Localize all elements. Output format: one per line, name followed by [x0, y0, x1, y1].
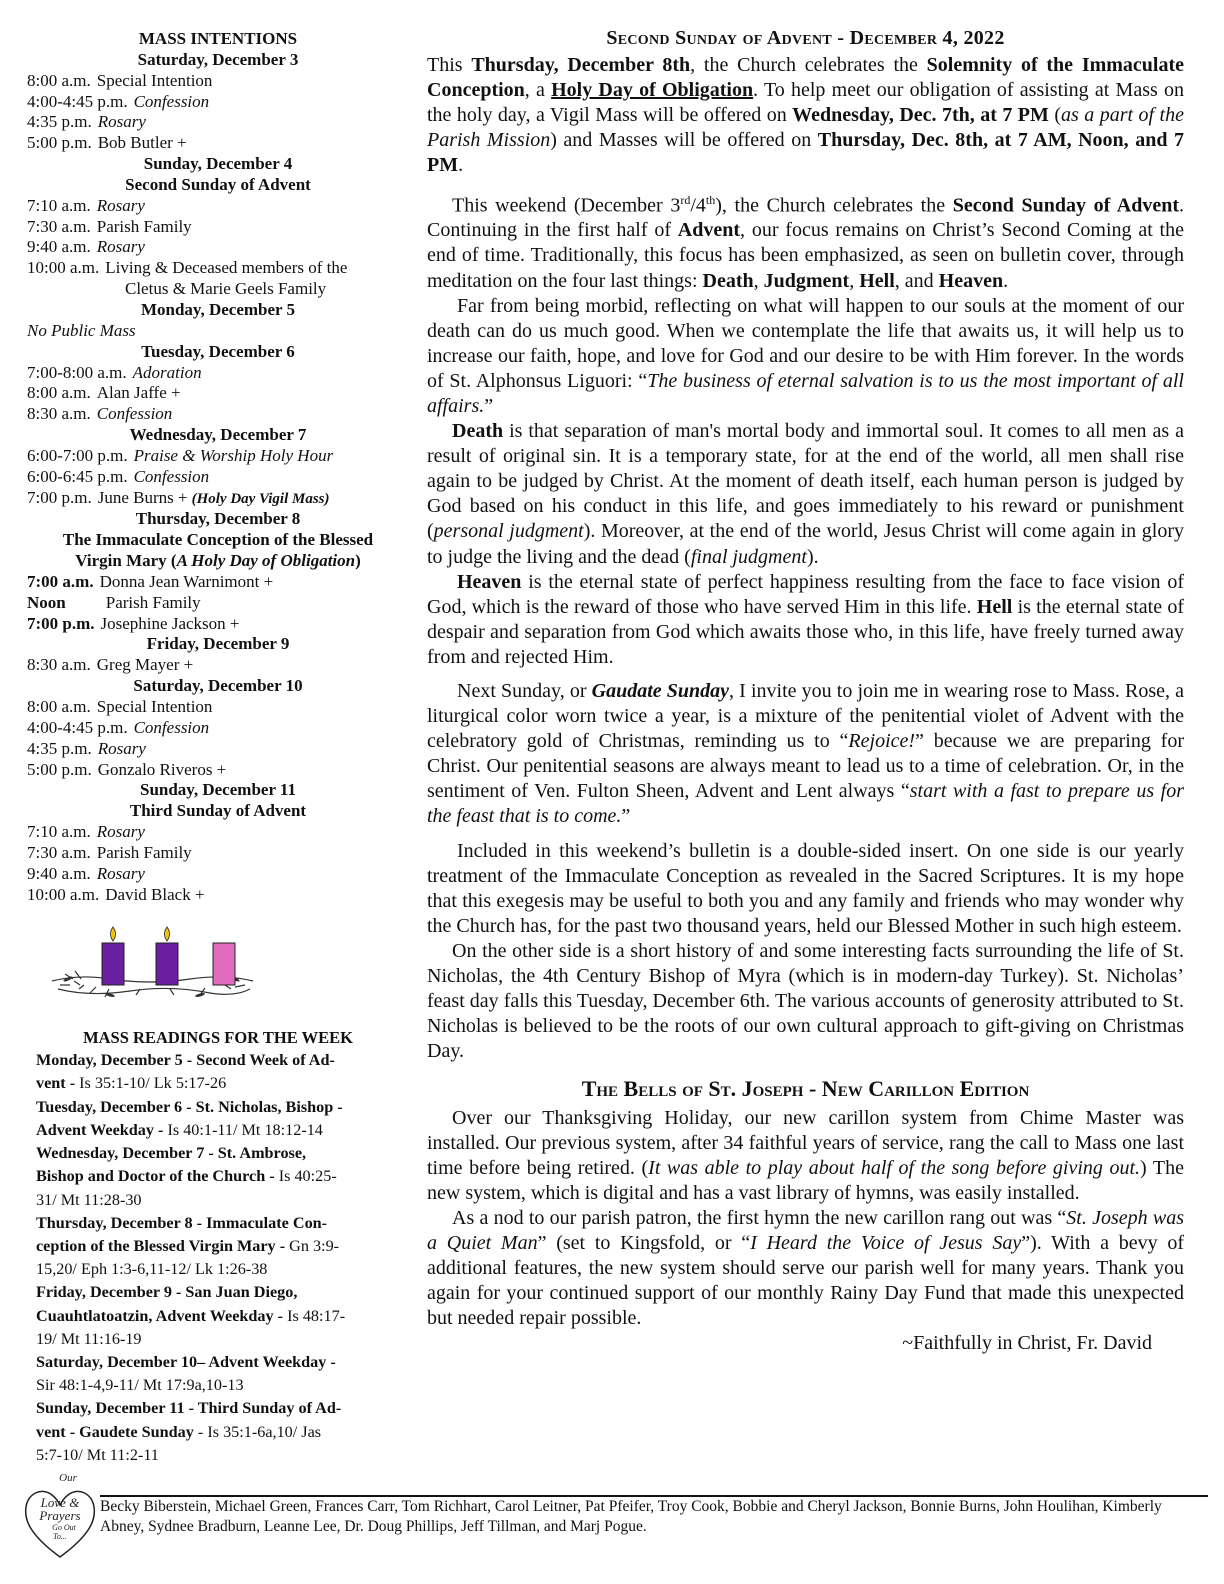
mass-intentions-column	[27, 29, 409, 1467]
pastor-letter-column	[427, 26, 1184, 1356]
intention-time: 5:00 p.m.	[27, 133, 92, 153]
reading-entry: Saturday, December 10– Advent Weekday - Sir 48:1-4,9-11/ Mt 17:9a,10-13	[36, 1352, 336, 1395]
day-heading: Thursday, December 8	[135, 509, 301, 529]
intention-row	[27, 864, 409, 885]
intention-row	[27, 71, 409, 92]
intention-text: Parish Family	[96, 216, 192, 236]
intention-time: 7:00 a.m.	[27, 571, 94, 591]
paragraph-st-nicholas: On the other side is a short history of and some interesting facts surrounding the life of St. Nicholas, the 4th Century Bishop of Myra (which is in modern-day Turkey). St. Nicholas’ feast day falls this Tuesday, December 6th. The various accounts of generosity attributed to St. Nicholas is believed to be the roots of our own cultural approach to gift-giving on Christmas Day.	[427, 939, 1184, 1063]
day-heading: Saturday, December 3	[137, 49, 299, 69]
candle-purple-2	[156, 927, 178, 985]
candle-purple-1	[102, 927, 124, 985]
paragraph-far-from-morbid: Far from being morbid, reflecting on what will happen to our souls at the moment of our death can do us much good. When we contemplate the life that awaits us, it will help us to increase our faith, hope, and love for God and our desire to be with Him forever. In the words of St. Alphonsus Liguori: “The business of eternal salvation is to us the most important of all affairs.”	[427, 294, 1184, 417]
feast-heading-line2: Virgin Mary (A Holy Day of Obligation)	[75, 551, 361, 571]
intention-text: Adoration	[132, 362, 202, 382]
reading-entry: Sunday, December 11 - Third Sunday of Ad- vent - Gaudete Sunday - Is 35:1-6a,10/ Jas 5:7-10/ Mt 11:2-11	[36, 1399, 342, 1464]
intention-time: 4:35 p.m.	[27, 112, 92, 132]
intention-row	[27, 321, 409, 342]
intention-row	[27, 488, 409, 510]
intention-time: 8:00 a.m.	[27, 383, 91, 403]
intention-time: 6:00-7:00 p.m.	[27, 445, 128, 465]
reading-entry: Thursday, December 8 - Immaculate Con- ception of the Blessed Virgin Mary - Gn 3:9- 15,20/ Eph 1:3-6,11-12/ Lk 1:26-38	[36, 1213, 340, 1279]
intention-text: Rosary	[96, 195, 145, 215]
intention-text: Confession	[133, 466, 210, 486]
intention-time: 7:10 a.m.	[27, 195, 91, 215]
intention-row	[27, 258, 409, 279]
day-heading: Sunday, December 11	[139, 780, 296, 800]
intention-row	[27, 593, 409, 614]
reading-entry: Friday, December 9 - San Juan Diego, Cuauhtlatoatzin, Advent Weekday - Is 48:17- 19/ Mt 11:16-19	[36, 1283, 346, 1348]
intention-row	[27, 655, 409, 676]
paragraph-heaven-hell: Heaven is the eternal state of perfect happiness resulting from the face to face vision of God, which is the reward of those who have served Him in this life. Hell is the eternal state of despair and separation from God which awaits those who, in this life, have freely turned away from and rejected Him.	[427, 570, 1184, 668]
intention-text: Rosary	[97, 738, 146, 758]
paragraph-gaudete-sunday: Next Sunday, or Gaudate Sunday, I invite you to join me in wearing rose to Mass. Rose, a liturgical color worn twice a year, is a mixture of the penitential violet of Advent with the celebratory gold of Christmas, reminding us to “Rejoice!” because we are preparing for Christ. Our penitential seasons are always meant to lead us to a time of celebration. Or, in the sentiment of Ven. Fulton Sheen, Advent and Lent always “start with a fast to prepare us for the feast that is to come.”	[427, 680, 1185, 828]
intention-text: Rosary	[97, 112, 146, 132]
intention-row	[27, 217, 409, 238]
intention-time: 8:00 a.m.	[27, 697, 91, 716]
paragraph-second-sunday: This weekend (December 3rd/4th), the Church celebrates the Second Sunday of Advent. Continuing in the first half of Advent, our focus remains on Christ’s Second Coming at the end of time. Traditionally, this focus has been emphasized, as seen on bulletin cover, through meditation on the four last things: Death, Judgment, Hell, and Heaven.	[427, 192, 1184, 292]
day-heading: Wednesday, December 7	[129, 425, 307, 445]
intention-time: 10:00 a.m.	[27, 884, 100, 904]
mass-intentions-list	[27, 50, 409, 906]
intention-row	[27, 614, 409, 635]
intention-note: (Holy Day Vigil Mass)	[191, 490, 330, 507]
reading-entry: Wednesday, December 7 - St. Ambrose, Bishop and Doctor of the Church - Is 40:25- 31/ Mt 11:28-30	[36, 1144, 337, 1209]
letter-title: Second Sunday of Advent - December 4, 2022	[606, 27, 1005, 49]
paragraph-first-hymn: As a nod to our parish patron, the first hymn the new carillon rang out was “St. Joseph was a Quiet Man” (set to Kingsfold, or “I Heard the Voice of Jesus Say”). With a bevy of additional features, the new system should serve our parish well for many years. Thank you again for your continued support of our monthly Rainy Day Fund that made this unexpected but needed repair possible.	[427, 1206, 1184, 1330]
advent-wreath-image	[50, 919, 255, 1004]
intention-text: Parish Family	[96, 842, 192, 862]
mass-readings-list	[27, 1049, 409, 1467]
heart-logo	[20, 1465, 100, 1565]
intention-row	[27, 237, 409, 258]
feast-heading: Second Sunday of Advent	[125, 174, 311, 194]
intention-time: 9:40 a.m.	[27, 863, 91, 883]
reading-entry: Tuesday, December 6 - St. Nicholas, Bishop - Advent Weekday - Is 40:1-11/ Mt 18:12-14	[36, 1097, 343, 1139]
intention-row	[27, 112, 409, 133]
intention-time: 8:00 a.m.	[27, 70, 91, 90]
intention-row	[27, 697, 409, 718]
logo-text-to: To...	[53, 1532, 67, 1541]
intention-time: 4:00-4:45 p.m.	[27, 717, 128, 737]
carillon-section-title: The Bells of St. Joseph - New Carillon Edition	[581, 1076, 1030, 1102]
candle-rose	[213, 943, 235, 985]
intention-time: 8:30 a.m.	[27, 404, 91, 424]
intention-text: Living & Deceased members of the	[105, 258, 348, 278]
intention-text: Gonzalo Riveros +	[97, 759, 227, 779]
logo-text-love: Love &	[40, 1495, 80, 1510]
intention-text: Donna Jean Warnimont +	[99, 571, 274, 591]
intention-text: Praise & Worship Holy Hour	[133, 445, 334, 465]
intention-row	[27, 133, 409, 154]
intention-time: 6:00-6:45 p.m.	[27, 466, 128, 486]
intention-text: Josephine Jackson +	[100, 613, 240, 633]
intention-text: Rosary	[96, 237, 145, 257]
day-heading: Saturday, December 10	[133, 676, 303, 696]
logo-text-go-out: Go Out	[52, 1523, 76, 1532]
intention-row	[27, 467, 409, 488]
intention-row	[27, 196, 409, 217]
mass-readings-title: MASS READINGS FOR THE WEEK	[83, 1028, 353, 1048]
intention-time: 7:10 a.m.	[27, 822, 91, 842]
intention-row	[27, 404, 409, 425]
prayer-list-footer	[20, 1465, 1204, 1565]
signature: ~Faithfully in Christ, Fr. David	[902, 1332, 1152, 1355]
intention-text: Rosary	[96, 863, 145, 883]
prayer-list-names: Becky Biberstein, Michael Green, Frances Carr, Tom Richhart, Carol Leitner, Pat Pfeifer, Troy Cook, Bobbie and Cheryl Jackson, Bonnie Burns, John Houlihan, Kimberly Abney, Sydnee Bradburn, Leanne Lee, Dr. Doug Phillips, Jeff Tillman, and Marj Pogue.	[100, 1498, 1162, 1535]
intention-time: 7:00 p.m.	[27, 613, 95, 633]
intention-text: Confession	[96, 404, 173, 424]
intention-text: Confession	[133, 91, 210, 111]
intention-time: 7:00 p.m.	[27, 487, 92, 507]
intention-text: Rosary	[96, 822, 145, 842]
intention-text: Greg Mayer +	[96, 655, 194, 675]
intention-time: 5:00 p.m.	[27, 759, 92, 779]
intention-row	[27, 363, 409, 384]
paragraph-death: Death is that separation of man's mortal body and immortal soul. It comes to all men as a result of original sin. It is a temporary state, for at the end of the world, all men shall rise again to be judged by Christ. At the moment of death itself, each human person is judged by God based on his conduct in this life, and goes immediately to his reward or punishment (personal judgment). Moreover, at the end of the world, Jesus Christ will come again in glory to judge the living and the dead (final judgment).	[427, 420, 1184, 568]
intention-row	[27, 822, 409, 843]
intention-text: June Burns +	[97, 487, 188, 507]
mass-intentions-title: MASS INTENTIONS	[138, 29, 298, 48]
intention-time: 7:00-8:00 a.m.	[27, 362, 127, 382]
intention-time: 9:40 a.m.	[27, 237, 91, 257]
intention-row	[27, 572, 409, 593]
feast-heading: Third Sunday of Advent	[129, 801, 307, 821]
intention-text: No Public Mass	[27, 320, 136, 340]
day-heading: Tuesday, December 6	[141, 341, 295, 361]
intention-text: Confession	[133, 717, 210, 737]
intention-row	[27, 885, 409, 906]
intention-text: David Black +	[105, 884, 205, 904]
intention-time: Noon	[27, 592, 66, 612]
logo-text-prayers: Prayers	[39, 1508, 81, 1523]
feast-heading: The Immaculate Conception of the Blessed	[62, 530, 374, 550]
logo-text-our: Our	[59, 1472, 77, 1484]
day-heading: Friday, December 9	[146, 634, 290, 654]
intention-text: Bob Butler +	[97, 133, 187, 153]
intention-text: Special Intention	[96, 70, 213, 90]
intention-row	[27, 446, 409, 467]
intention-row	[27, 843, 409, 864]
intention-row	[27, 718, 409, 739]
intention-row	[27, 383, 409, 404]
paragraph-insert: Included in this weekend’s bulletin is a double-sided insert. On one side is our yearly treatment of the Immaculate Conception as revealed in the Sacred Scriptures. It is my hope that this exegesis may be useful to both you and any family and friends who may wonder why the Church has, for the past two thousand years, held our Blessed Mother in such high esteem.	[427, 839, 1184, 937]
intention-row	[27, 92, 409, 113]
day-heading: Monday, December 5	[140, 299, 296, 319]
intention-row	[27, 739, 409, 760]
paragraph-immaculate-conception: This Thursday, December 8th, the Church celebrates the Solemnity of the Immaculate Conception, a Holy Day of Obligation. To help meet our obligation of assisting at Mass on the holy day, a Vigil Mass will be offered on Wednesday, Dec. 7th, at 7 PM (as a part of the Parish Mission) and Masses will be offered on Thursday, Dec. 8th, at 7 AM, Noon, and 7 PM.	[427, 54, 1185, 177]
intention-text: Special Intention	[96, 697, 213, 716]
reading-entry: Monday, December 5 - Second Week of Ad- vent - Is 35:1-10/ Lk 5:17-26	[36, 1051, 335, 1093]
intention-time: 4:35 p.m.	[27, 738, 92, 758]
intention-time: 4:00-4:45 p.m.	[27, 91, 128, 111]
intention-time: 7:30 a.m.	[27, 216, 91, 236]
intention-time: 8:30 a.m.	[27, 655, 91, 675]
paragraph-carillon-installed: Over our Thanksgiving Holiday, our new carillon system from Chime Master was installed. Our previous system, after 34 faithful years of service, rang the call to Mass one last time before being retired. (It was able to play about half of the song before giving out.) The new system, which is digital and has a vast library of hymns, was easily installed.	[427, 1106, 1184, 1204]
intention-time: 7:30 a.m.	[27, 842, 91, 862]
day-heading: Sunday, December 4	[143, 154, 293, 174]
intention-text: Parish Family	[105, 592, 201, 612]
intention-text-continued: Cletus & Marie Geels Family	[125, 279, 327, 299]
intention-row	[27, 760, 409, 781]
intention-time: 10:00 a.m.	[27, 258, 100, 278]
intention-text: Alan Jaffe +	[96, 383, 181, 403]
